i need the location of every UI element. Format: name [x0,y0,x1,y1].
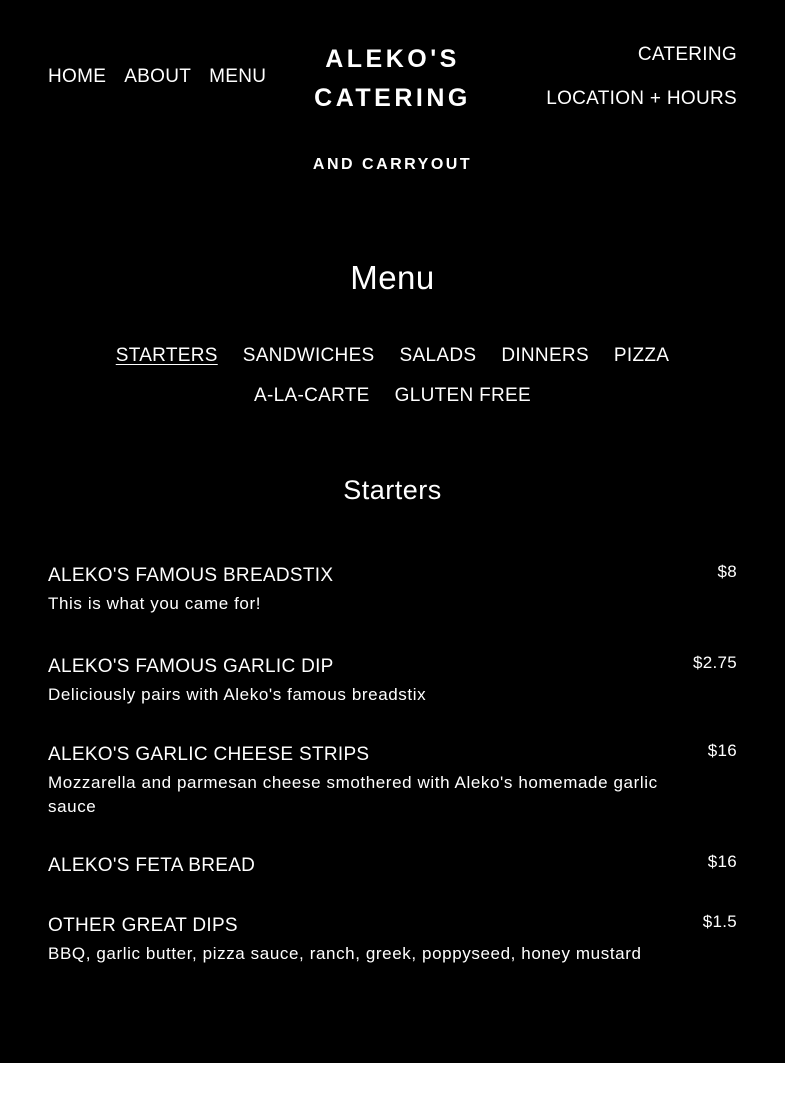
menu-item [48,743,737,819]
page-title: Menu [350,259,435,296]
nav-right [546,44,737,110]
menu-item [48,564,737,616]
nav-location-hours-link[interactable]: LOCATION + HOURS [546,88,737,109]
menu-category-tabs [0,344,785,408]
menu-item-price: $1.5 [702,912,737,931]
brand-subtitle: AND CARRYOUT [312,156,473,173]
tab-gluten-free[interactable]: GLUTEN FREE [394,385,531,406]
tabs-row [0,344,785,368]
menu-item-price: $16 [707,741,737,760]
menu-items-list [48,564,737,966]
menu-item [48,914,737,966]
menu-item-description: BBQ, garlic butter, pizza sauce, ranch, greek, poppyseed, honey mustard [48,944,642,963]
menu-item-name: ALEKO'S FAMOUS GARLIC DIP [48,656,334,677]
nav-about-link[interactable]: ABOUT [124,66,192,87]
tab-salads[interactable]: SALADS [399,345,477,366]
menu-item-price: $16 [707,852,737,871]
nav-catering-link[interactable]: CATERING [637,44,737,65]
tab-starters[interactable]: STARTERS [115,345,218,366]
menu-item-price: $2.75 [692,653,737,672]
menu-item [48,655,737,707]
menu-item-description: Deliciously pairs with Aleko's famous breadstix [48,685,427,704]
menu-item-name: ALEKO'S FETA BREAD [48,855,256,876]
tab-pizza[interactable]: PIZZA [613,345,670,366]
menu-item-description: This is what you came for! [48,594,262,613]
tab-a-la-carte[interactable]: A-LA-CARTE [254,385,370,406]
menu-item-description: Mozzarella and parmesan cheese smothered with Aleko's homemade garlic sauce [48,773,658,816]
nav-home-link[interactable]: HOME [48,66,107,87]
nav-menu-link[interactable]: MENU [209,66,267,87]
menu-item-name: ALEKO'S FAMOUS BREADSTIX [48,565,334,586]
tabs-row [0,384,785,408]
menu-item-name: OTHER GREAT DIPS [48,915,238,936]
menu-item [48,854,737,878]
tab-sandwiches[interactable]: SANDWICHES [242,345,375,366]
section-heading: Starters [343,475,442,505]
menu-item-price: $8 [717,562,737,581]
brand-title[interactable]: ALEKO'S CATERING [314,45,471,112]
menu-item-name: ALEKO'S GARLIC CHEESE STRIPS [48,744,370,765]
tab-dinners[interactable]: DINNERS [501,345,589,366]
